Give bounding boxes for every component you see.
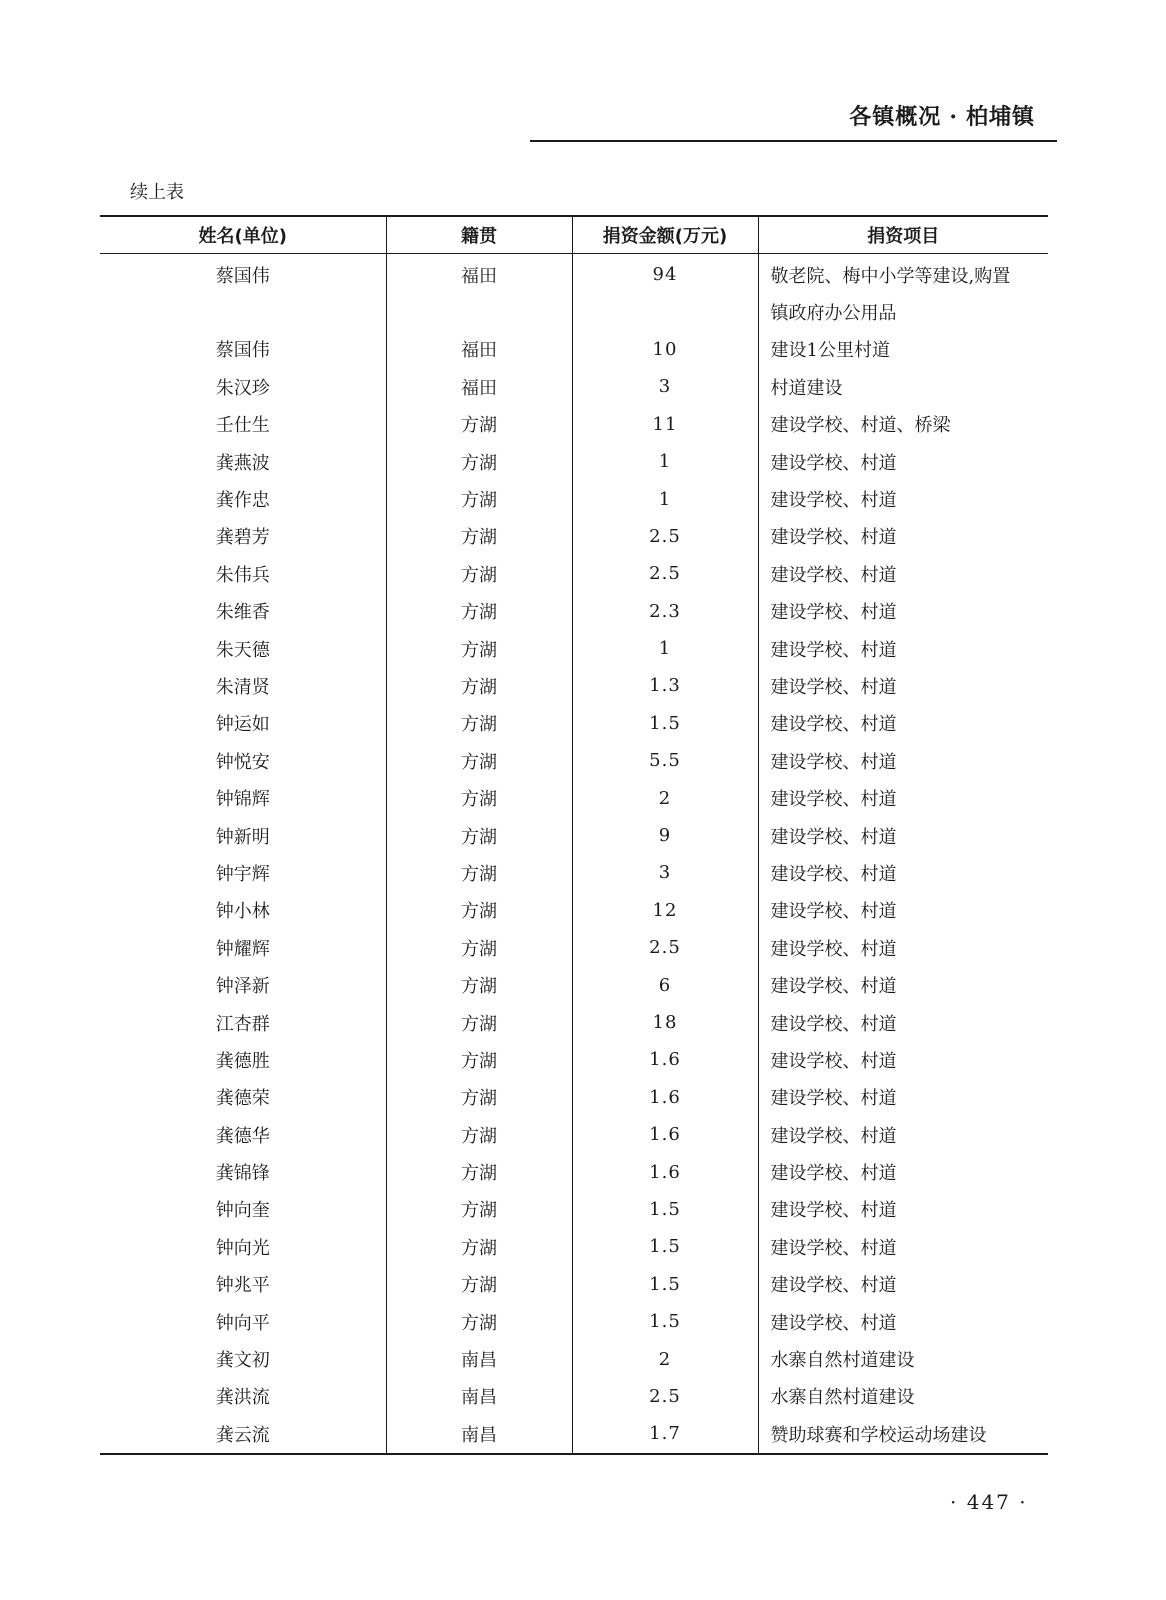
cell-amount: 1 [572, 480, 758, 517]
cell-project: 建设学校、村道 [758, 1191, 1048, 1228]
cell-amount: 12 [572, 892, 758, 929]
cell-project: 建设学校、村道 [758, 593, 1048, 630]
cell-amount: 1.5 [572, 1228, 758, 1265]
cell-origin: 方湖 [386, 966, 572, 1003]
cell-origin: 方湖 [386, 742, 572, 779]
cell-origin: 南昌 [386, 1340, 572, 1377]
cell-amount: 1.3 [572, 667, 758, 704]
cell-amount [572, 293, 758, 330]
cell-project: 建设学校、村道 [758, 705, 1048, 742]
cell-project: 建设学校、村道、桥梁 [758, 406, 1048, 443]
running-head-town: 柏埔镇 [965, 104, 1035, 130]
table-row [100, 854, 1048, 891]
cell-project: 建设学校、村道 [758, 480, 1048, 517]
cell-amount: 1.6 [572, 1041, 758, 1078]
cell-amount: 1.5 [572, 1266, 758, 1303]
cell-amount: 3 [572, 368, 758, 405]
table-row [100, 406, 1048, 443]
table-body [100, 254, 1048, 1454]
cell-amount: 1.6 [572, 1116, 758, 1153]
cell-project: 建设学校、村道 [758, 1266, 1048, 1303]
cell-project: 建设学校、村道 [758, 1228, 1048, 1265]
cell-name: 钟向平 [215, 1312, 270, 1334]
cell-amount: 1 [572, 443, 758, 480]
cell-project: 建设学校、村道 [758, 555, 1048, 592]
header-rule [530, 140, 1057, 142]
cell-name: 蔡国伟 [215, 265, 270, 287]
table-row [100, 667, 1048, 704]
table-row [100, 1004, 1048, 1041]
cell-name [100, 293, 386, 330]
cell-origin: 方湖 [386, 854, 572, 891]
cell-project: 建设学校、村道 [758, 966, 1048, 1003]
table-row [100, 1079, 1048, 1116]
table-row [100, 817, 1048, 854]
cell-name: 龚锦锋 [215, 1163, 270, 1185]
cell-amount: 1.7 [572, 1415, 758, 1453]
cell-name: 钟向光 [215, 1237, 270, 1259]
cell-name: 朱汉珍 [215, 377, 270, 399]
cell-amount: 2.3 [572, 593, 758, 630]
cell-amount: 18 [572, 1004, 758, 1041]
cell-amount: 2 [572, 1340, 758, 1377]
cell-name: 钟向奎 [215, 1200, 270, 1222]
cell-name: 龚德华 [215, 1125, 270, 1147]
cell-origin: 方湖 [386, 443, 572, 480]
cell-project: 建设学校、村道 [758, 443, 1048, 480]
table-row [100, 1266, 1048, 1303]
cell-origin: 方湖 [386, 593, 572, 630]
table-row [100, 518, 1048, 555]
cell-project: 建设学校、村道 [758, 630, 1048, 667]
cell-name: 蔡国伟 [215, 340, 270, 362]
cell-amount: 2.5 [572, 929, 758, 966]
cell-origin: 南昌 [386, 1415, 572, 1453]
table-row [100, 1041, 1048, 1078]
cell-name: 钟兆平 [215, 1275, 270, 1297]
cell-name: 朱维香 [215, 602, 270, 624]
table-row [100, 555, 1048, 592]
cell-project: 建设学校、村道 [758, 779, 1048, 816]
cell-origin: 方湖 [386, 1228, 572, 1265]
cell-name: 朱清贤 [215, 676, 270, 698]
table-row [100, 331, 1048, 368]
cell-origin: 方湖 [386, 779, 572, 816]
cell-origin: 方湖 [386, 1079, 572, 1116]
cell-name: 钟小林 [215, 901, 270, 923]
column-header-origin: 籍贯 [386, 216, 572, 254]
cell-amount: 2.5 [572, 1378, 758, 1415]
cell-amount: 94 [572, 254, 758, 294]
cell-name: 钟新明 [215, 826, 270, 848]
table-row [100, 1378, 1048, 1415]
cell-project: 建设学校、村道 [758, 892, 1048, 929]
cell-project: 建设学校、村道 [758, 742, 1048, 779]
cell-amount: 10 [572, 331, 758, 368]
cell-amount: 6 [572, 966, 758, 1003]
table-row [100, 1303, 1048, 1340]
cell-name: 钟锦辉 [215, 789, 270, 811]
cell-name: 壬仕生 [215, 415, 270, 437]
cell-origin: 方湖 [386, 406, 572, 443]
cell-name: 朱伟兵 [215, 564, 270, 586]
cell-project: 建设学校、村道 [758, 518, 1048, 555]
cell-origin: 方湖 [386, 1191, 572, 1228]
cell-origin: 方湖 [386, 1004, 572, 1041]
cell-origin [386, 293, 572, 330]
cell-origin: 方湖 [386, 480, 572, 517]
cell-name: 龚云流 [215, 1424, 270, 1446]
column-header-amount: 捐资金额(万元) [572, 216, 758, 254]
cell-origin: 方湖 [386, 555, 572, 592]
cell-project: 建设学校、村道 [758, 854, 1048, 891]
cell-project: 敬老院、梅中小学等建设,购置 [758, 254, 1048, 294]
running-head-separator: · [949, 104, 958, 130]
table-row [100, 368, 1048, 405]
cell-origin: 南昌 [386, 1378, 572, 1415]
cell-project: 村道建设 [758, 368, 1048, 405]
cell-amount: 2 [572, 779, 758, 816]
table-row [100, 443, 1048, 480]
cell-origin: 方湖 [386, 1041, 572, 1078]
cell-project: 建设学校、村道 [758, 1041, 1048, 1078]
table-row [100, 779, 1048, 816]
cell-origin: 福田 [386, 254, 572, 294]
cell-amount: 5.5 [572, 742, 758, 779]
table-row [100, 929, 1048, 966]
table-row [100, 1228, 1048, 1265]
cell-name: 钟悦安 [215, 751, 270, 773]
cell-project: 建设1公里村道 [758, 331, 1048, 368]
column-header-name: 姓名(单位) [100, 216, 386, 254]
table-row [100, 892, 1048, 929]
table-row [100, 254, 1048, 294]
table-row [100, 630, 1048, 667]
cell-origin: 福田 [386, 331, 572, 368]
cell-project: 建设学校、村道 [758, 1079, 1048, 1116]
table-row [100, 480, 1048, 517]
cell-name: 龚文初 [215, 1350, 270, 1372]
cell-amount: 1 [572, 630, 758, 667]
table-row [100, 1340, 1048, 1377]
table-row [100, 705, 1048, 742]
table-row [100, 1191, 1048, 1228]
cell-project: 水寨自然村道建设 [758, 1340, 1048, 1377]
cell-origin: 方湖 [386, 817, 572, 854]
cell-project: 建设学校、村道 [758, 929, 1048, 966]
table-row [100, 742, 1048, 779]
running-head [530, 100, 1057, 131]
cell-amount: 2.5 [572, 518, 758, 555]
cell-name: 钟宇辉 [215, 863, 270, 885]
cell-amount: 1.6 [572, 1079, 758, 1116]
cell-name: 龚碧芳 [215, 527, 270, 549]
column-header-project: 捐资项目 [758, 216, 1048, 254]
cell-project: 建设学校、村道 [758, 1303, 1048, 1340]
cell-amount: 1.6 [572, 1153, 758, 1190]
cell-name: 龚洪流 [215, 1387, 270, 1409]
donations-table [100, 215, 1048, 1455]
table-row [100, 1116, 1048, 1153]
cell-project: 建设学校、村道 [758, 817, 1048, 854]
cell-name: 钟运如 [215, 714, 270, 736]
table-header-row [100, 216, 1048, 254]
cell-amount: 1.5 [572, 1303, 758, 1340]
cell-amount: 3 [572, 854, 758, 891]
cell-origin: 方湖 [386, 1116, 572, 1153]
cell-amount: 9 [572, 817, 758, 854]
cell-amount: 1.5 [572, 705, 758, 742]
cell-project: 建设学校、村道 [758, 667, 1048, 704]
table-row [100, 966, 1048, 1003]
cell-origin: 福田 [386, 368, 572, 405]
cell-origin: 方湖 [386, 1266, 572, 1303]
cell-project: 镇政府办公用品 [758, 293, 1048, 330]
cell-origin: 方湖 [386, 667, 572, 704]
table-row [100, 593, 1048, 630]
cell-amount: 2.5 [572, 555, 758, 592]
cell-origin: 方湖 [386, 892, 572, 929]
cell-project: 建设学校、村道 [758, 1116, 1048, 1153]
table-continuation-caption: 续上表 [130, 182, 184, 203]
cell-origin: 方湖 [386, 1303, 572, 1340]
cell-project: 建设学校、村道 [758, 1153, 1048, 1190]
cell-name: 龚德荣 [215, 1088, 270, 1110]
cell-origin: 方湖 [386, 929, 572, 966]
cell-origin: 方湖 [386, 705, 572, 742]
table-row [100, 1153, 1048, 1190]
cell-name: 龚燕波 [215, 452, 270, 474]
running-head-chapter: 各镇概况 [849, 105, 942, 130]
cell-project: 建设学校、村道 [758, 1004, 1048, 1041]
cell-name: 钟泽新 [215, 976, 270, 998]
page-number: · 447 · [950, 1490, 1028, 1514]
cell-name: 龚作忠 [215, 490, 270, 512]
cell-amount: 1.5 [572, 1191, 758, 1228]
cell-origin: 方湖 [386, 630, 572, 667]
table-row [100, 1415, 1048, 1453]
cell-name: 龚德胜 [215, 1050, 270, 1072]
cell-amount: 11 [572, 406, 758, 443]
cell-name: 朱天德 [215, 639, 270, 661]
table-row [100, 293, 1048, 330]
cell-name: 江杏群 [215, 1013, 270, 1035]
cell-project: 水寨自然村道建设 [758, 1378, 1048, 1415]
cell-name: 钟耀辉 [215, 938, 270, 960]
cell-origin: 方湖 [386, 1153, 572, 1190]
cell-origin: 方湖 [386, 518, 572, 555]
cell-project: 赞助球赛和学校运动场建设 [758, 1415, 1048, 1453]
